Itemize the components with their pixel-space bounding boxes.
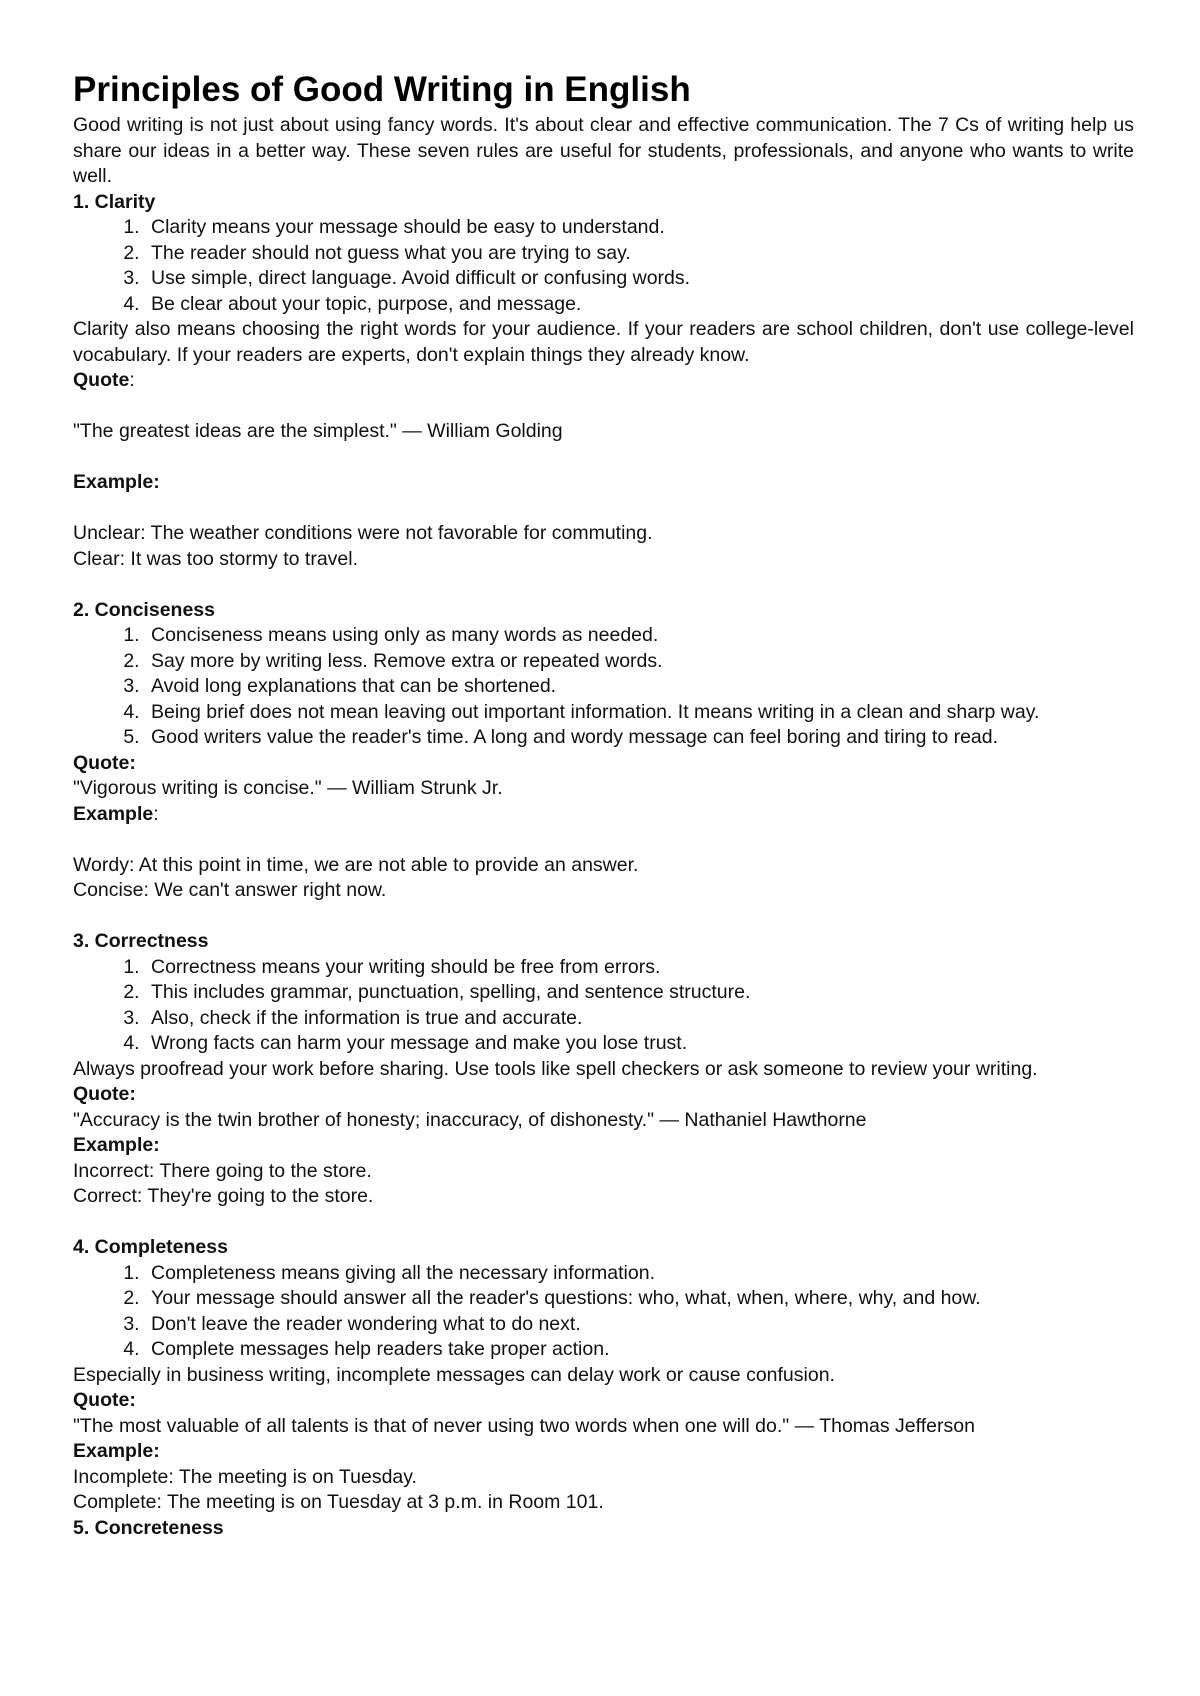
example-line: Concise: We can't answer right now. — [73, 879, 387, 901]
conciseness-quote: "Vigorous writing is concise." — William Strunk Jr. — [73, 777, 503, 799]
quote-colon: : — [129, 369, 135, 391]
example-line: Incorrect: There going to the store. — [73, 1159, 372, 1182]
list-item: 1. Conciseness means using only as many words as needed. — [145, 623, 1134, 649]
clarity-quote: "The greatest ideas are the simplest." — William Golding — [73, 420, 563, 442]
example-line: Clear: It was too stormy to travel. — [73, 547, 359, 570]
example-line: Unclear: The weather conditions were not favorable for commuting. — [73, 522, 653, 544]
list-item: 3. Also, check if the information is true and accurate. — [145, 1006, 1134, 1032]
section-heading-clarity: 1. Clarity — [73, 190, 156, 213]
example-line: Incomplete: The meeting is on Tuesday. — [73, 1465, 417, 1488]
spacer — [73, 572, 1134, 598]
section-heading-completeness: 4. Completeness — [73, 1236, 228, 1258]
section-heading-correctness: 3. Correctness — [73, 930, 209, 952]
example-line: Complete: The meeting is on Tuesday at 3 p.m. in Room 101. — [73, 1491, 604, 1513]
list-item: 5. Good writers value the reader's time. A long and wordy message can feel boring and tiring to read. — [145, 725, 1134, 751]
list-item: 4. Be clear about your topic, purpose, and message. — [145, 292, 1134, 318]
list-item: 3. Avoid long explanations that can be shortened. — [145, 674, 1134, 700]
intro-paragraph: Good writing is not just about using fancy words. It's about clear and effective communication. The 7 Cs of writing help us share our ideas in a better way. These seven rules are useful for students, professionals, and anyone who wants to write well. — [73, 114, 1134, 187]
list-item: 1. Completeness means giving all the necessary information. — [145, 1261, 1134, 1287]
list-item: 2. Your message should answer all the reader's questions: who, what, when, where, why, and how. — [145, 1286, 1134, 1312]
example-label-text: Example — [73, 802, 154, 825]
list-item: 3. Don't leave the reader wondering what to do next. — [145, 1312, 1134, 1338]
completeness-paragraph: Especially in business writing, incomplete messages can delay work or cause confusion. — [73, 1363, 835, 1386]
example-label: Example: — [73, 1134, 160, 1156]
list-item: 2. The reader should not guess what you are trying to say. — [145, 241, 1134, 267]
example-line: Correct: They're going to the store. — [73, 1185, 374, 1207]
completeness-quote: "The most valuable of all talents is that of never using two words when one will do." — Thomas Jefferson — [73, 1414, 975, 1437]
spacer — [73, 496, 1134, 522]
spacer — [73, 904, 1134, 930]
spacer — [73, 394, 1134, 420]
quote-label: Quote: — [73, 1083, 136, 1105]
quote-label — [73, 368, 1134, 394]
correctness-quote: "Accuracy is the twin brother of honesty; inaccuracy, of dishonesty." — Nathaniel Hawthorne — [73, 1108, 867, 1131]
example-colon: : — [153, 802, 159, 825]
spacer — [73, 827, 1134, 853]
list-item: 1. Clarity means your message should be easy to understand. — [145, 215, 1134, 241]
example-label: Example: — [73, 1440, 160, 1462]
section-heading-conciseness: 2. Conciseness — [73, 598, 215, 621]
correctness-paragraph: Always proofread your work before sharing. Use tools like spell checkers or ask someone to review your writing. — [73, 1057, 1038, 1080]
spacer — [73, 1210, 1134, 1236]
quote-label: Quote: — [73, 751, 136, 774]
list-item: 4. Wrong facts can harm your message and make you lose trust. — [145, 1031, 1134, 1057]
list-item: 3. Use simple, direct language. Avoid difficult or confusing words. — [145, 266, 1134, 292]
list-item: 1. Correctness means your writing should be free from errors. — [145, 955, 1134, 981]
example-line: Wordy: At this point in time, we are not able to provide an answer. — [73, 853, 639, 876]
conciseness-list — [73, 623, 1134, 751]
correctness-list — [73, 955, 1134, 1057]
list-item: 2. This includes grammar, punctuation, spelling, and sentence structure. — [145, 980, 1134, 1006]
list-item: 4. Complete messages help readers take proper action. — [145, 1337, 1134, 1363]
quote-label: Quote: — [73, 1389, 136, 1411]
section-heading-concreteness: 5. Concreteness — [73, 1516, 224, 1539]
spacer — [73, 445, 1134, 471]
example-label — [73, 802, 1134, 828]
example-label: Example: — [73, 471, 160, 493]
document-title: Principles of Good Writing in English — [73, 70, 691, 109]
completeness-list — [73, 1261, 1134, 1363]
list-item: 4. Being brief does not mean leaving out important information. It means writing in a clean and sharp way. — [145, 700, 1134, 726]
list-item: 2. Say more by writing less. Remove extra or repeated words. — [145, 649, 1134, 675]
clarity-list — [73, 215, 1134, 317]
quote-label-text: Quote — [73, 369, 130, 391]
clarity-paragraph: Clarity also means choosing the right words for your audience. If your readers are school children, don't use college-level vocabulary. If your readers are experts, don't explain things they already know. — [73, 318, 1134, 366]
